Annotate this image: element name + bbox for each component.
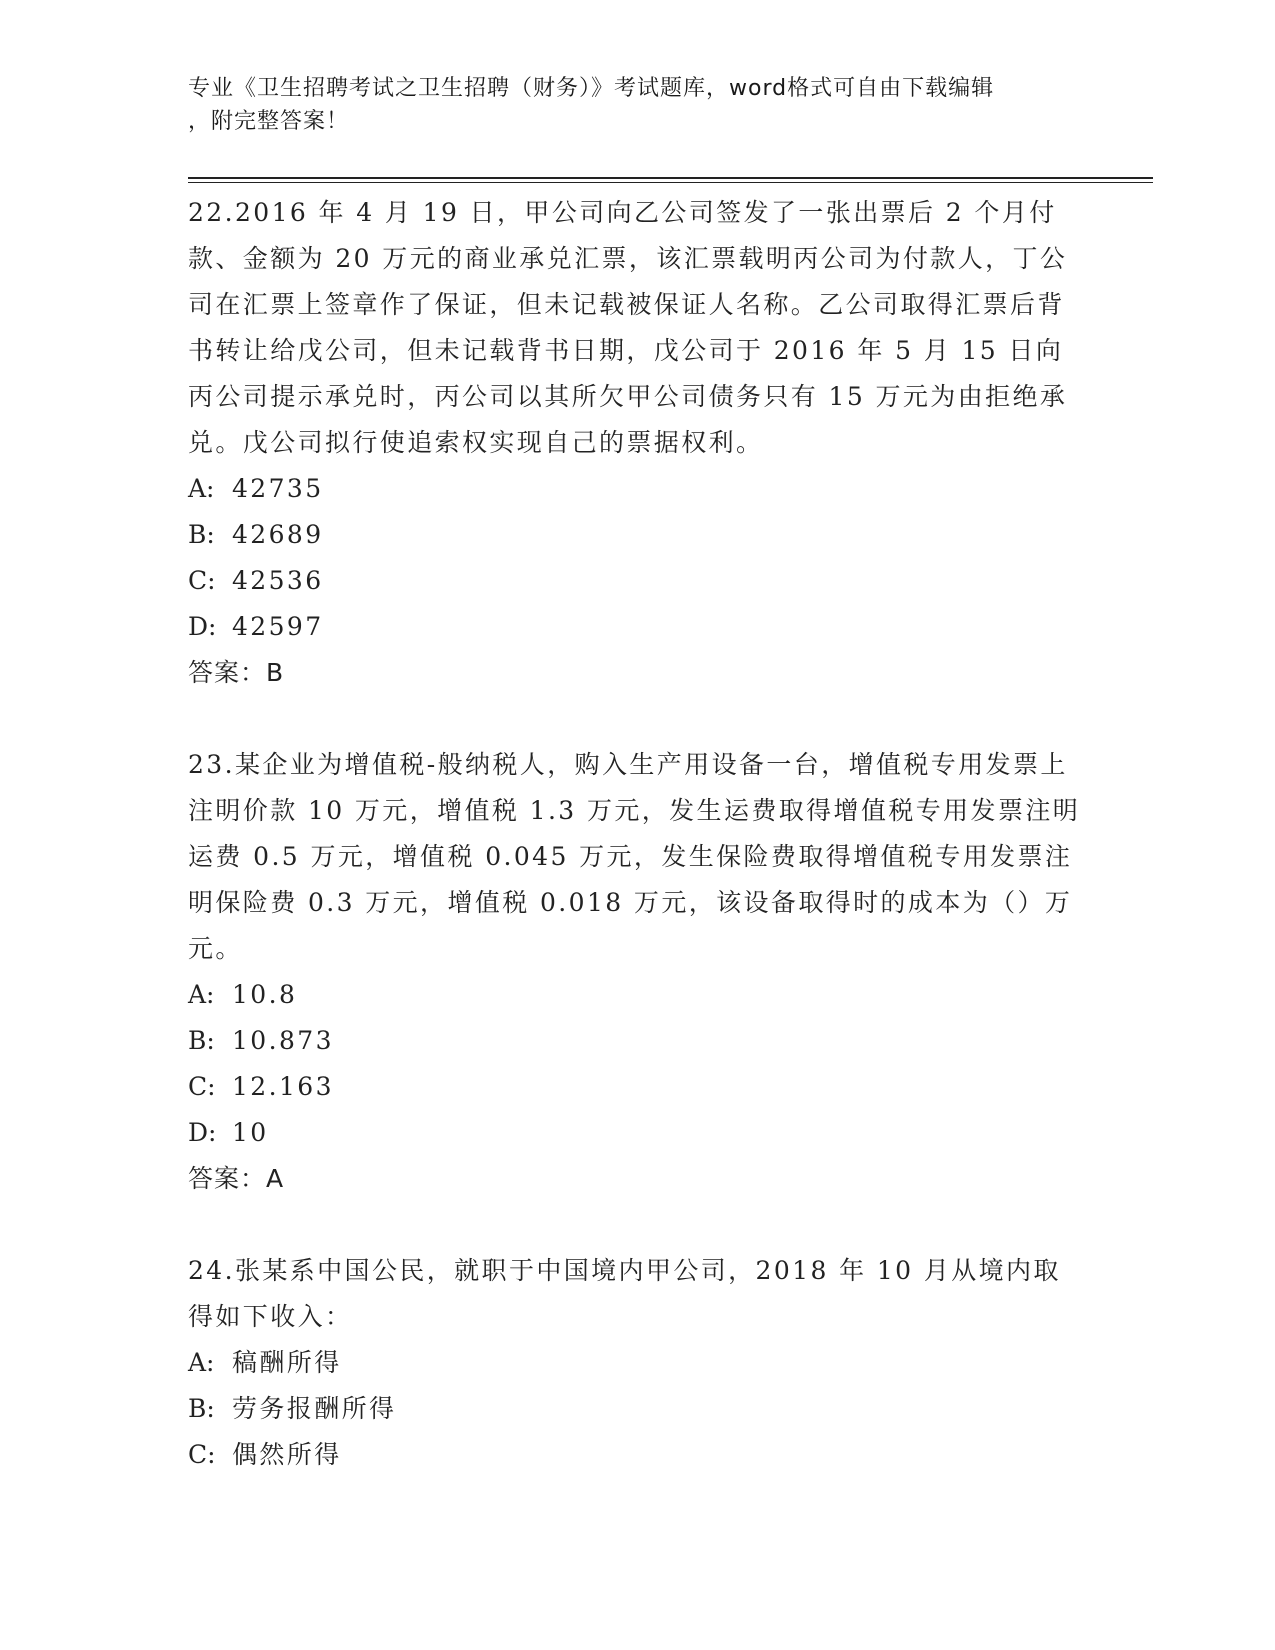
spacer [188, 1202, 1088, 1248]
option-d [188, 1110, 1088, 1156]
option-letter: C: [188, 566, 216, 595]
spacer [188, 696, 1088, 742]
option-letter: B: [188, 520, 215, 549]
option-letter: C: [188, 1072, 216, 1101]
option-text: 42597 [232, 612, 324, 641]
option-text: 12.163 [232, 1072, 334, 1101]
option-letter: B: [188, 1026, 215, 1055]
option-text: 10.873 [232, 1026, 334, 1055]
option-b [188, 1386, 1088, 1432]
option-b [188, 1018, 1088, 1064]
option-letter: D: [188, 1118, 217, 1147]
option-a [188, 466, 1088, 512]
option-text: 10.8 [232, 980, 298, 1009]
question-24 [188, 1248, 1088, 1478]
answer: 答案：B [188, 658, 285, 687]
document-header: 专业《卫生招聘考试之卫生招聘（财务）》考试题库，word格式可自由下载编辑 ，附完整答案！ [188, 76, 995, 134]
option-text: 42689 [232, 520, 324, 549]
option-text: 偶然所得 [232, 1440, 342, 1469]
question-list [188, 190, 1088, 1478]
option-a [188, 1340, 1088, 1386]
option-letter: C: [188, 1440, 216, 1469]
option-a [188, 972, 1088, 1018]
header-divider-thin [188, 182, 1153, 183]
question-stem: 24.张某系中国公民，就职于中国境内甲公司，2018 年 10 月从境内取得如下收入： [188, 1256, 1061, 1331]
option-letter: D: [188, 612, 217, 641]
option-text: 42536 [232, 566, 324, 595]
option-text: 10 [232, 1118, 269, 1147]
option-c [188, 1064, 1088, 1110]
option-text: 稿酬所得 [232, 1348, 342, 1377]
option-letter: A: [188, 980, 215, 1009]
question-23 [188, 742, 1088, 1202]
option-b [188, 512, 1088, 558]
option-c [188, 558, 1088, 604]
option-c [188, 1432, 1088, 1478]
answer: 答案：A [188, 1164, 285, 1193]
option-d [188, 604, 1088, 650]
option-letter: A: [188, 1348, 215, 1377]
option-text: 42735 [232, 474, 324, 503]
option-text: 劳务报酬所得 [232, 1394, 397, 1423]
question-stem: 23.某企业为增值税-般纳税人，购入生产用设备一台，增值税专用发票上注明价款 10 万元，增值税 1.3 万元，发生运费取得增值税专用发票注明运费 0.5 万元，增值税 0.045 万元，发生保险费取得增值税专用发票注明保险费 0.3 万元，增值税 0.018 万元，该设备取得时的成本为（）万元。 [188, 750, 1081, 963]
header-divider-thick [188, 177, 1153, 179]
question-stem: 22.2016 年 4 月 19 日，甲公司向乙公司签发了一张出票后 2 个月付款、金额为 20 万元的商业承兑汇票，该汇票载明丙公司为付款人，丁公司在汇票上签章作了保证，但未记载被保证人名称。乙公司取得汇票后背书转让给戊公司，但未记载背书日期，戊公司于 2016 年 5 月 15 日向丙公司提示承兑时，丙公司以其所欠甲公司债务只有 15 万元为由拒绝承兑。戊公司拟行使追索权实现自己的票据权利。 [188, 198, 1068, 457]
option-letter: B: [188, 1394, 215, 1423]
option-letter: A: [188, 474, 215, 503]
question-22 [188, 190, 1088, 696]
